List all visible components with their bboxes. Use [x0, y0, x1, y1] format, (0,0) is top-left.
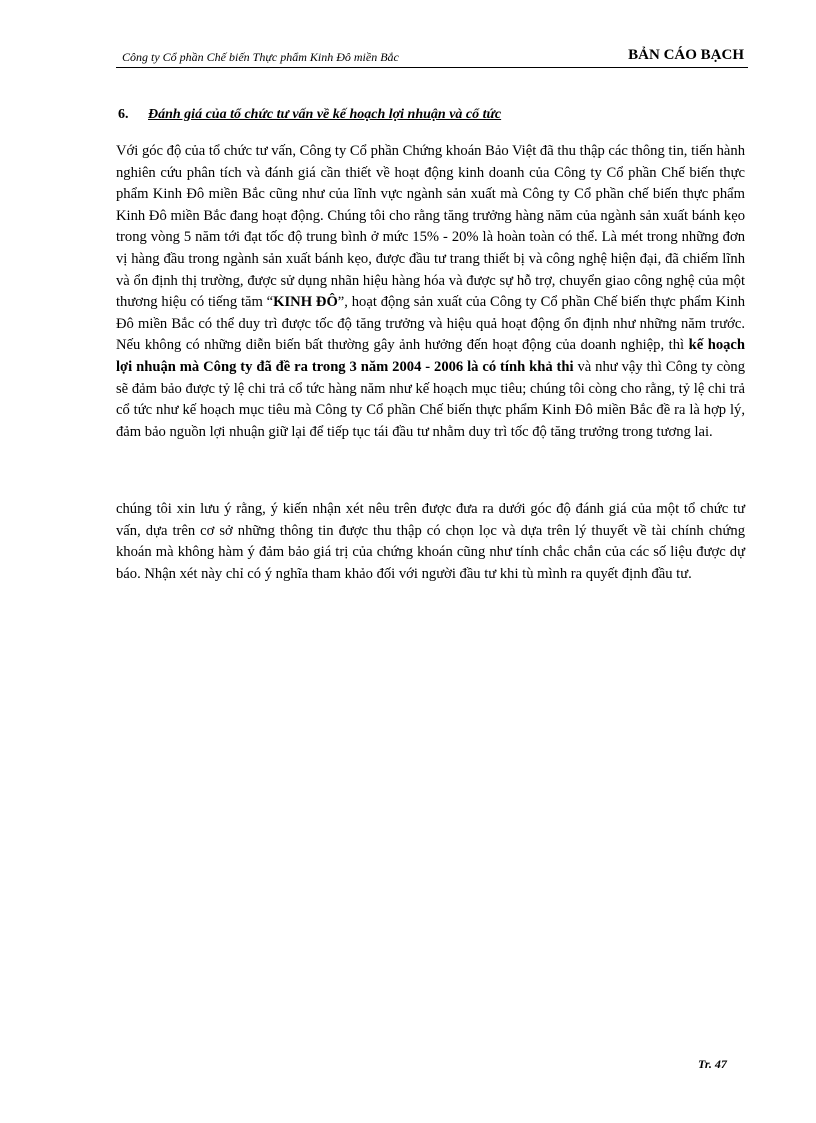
paragraph-text: ”, hoạt động sản xuất của Công ty Cổ phần Chế biến thực phẩm Kinh Đô miền Bắc có thể duy trì được tốc độ tăng trưởng và hiệu quả hoạt động ổn định như những năm trước. Nếu không có những diễn biến bất thường gây ảnh hưởng đến hoạt động của doanh nghiệp, thì	[116, 294, 745, 354]
brand-name: KINH ĐÔ	[273, 294, 338, 311]
paragraph-text: và như vậy thì Công ty còng sẽ đảm bảo được tỷ lệ chi trả cổ tức hàng năm như kế hoạch mục tiêu; chúng tôi còng cho rằng, tỷ lệ chi trả cổ tức như kế hoạch mục tiêu mà Công ty Cổ phần Chế biến thực phẩm Kinh Đô miền Bắc đề ra là hợp lý, đảm bảo nguồn lợi nhuận giữ lại để tiếp tục tái đầu tư nhằm duy trì tốc độ tăng trưởng trong tương lai.	[116, 358, 746, 440]
company-name: Công ty Cổ phần Chế biến Thực phẩm Kinh Đô miền Bắc	[122, 50, 399, 64]
paragraph-text: Với góc độ của tổ chức tư vấn, Công ty Cổ phần Chứng khoán Bảo Việt đã thu thập các thông tin, tiến hành nghiên cứu phân tích và đánh giá cần thiết về hoạt động kinh doanh của Công ty Cổ phần Chế biến thực phẩm Kinh Đô miền Bắc cũng như của lĩnh vực ngành sản xuất mà Công ty Cổ phần chế biến thực phẩm Kinh Đô miền Bắc đang hoạt động. Chúng tôi cho rằng tăng trưởng hàng năm của ngành sản xuất bánh kẹo trong vòng 5 năm tới đạt tốc độ trung bình ở mức 15% - 20% là hoàn toàn có thể. Là mét trong những đơn vị hàng đầu trong ngành sản xuất bánh kẹo, được đầu tư trang thiết bị và công nghệ hiện đại, đã chiếm lĩnh và ổn định thị trường, được sử dụng nhãn hiệu hàng hóa và được sự hỗ trợ, chuyển giao công nghệ của một thương hiệu có tiếng tăm “	[116, 143, 745, 311]
page-header	[116, 47, 748, 68]
document-title: BẢN CÁO BẠCH	[628, 47, 744, 63]
evaluation-paragraph	[116, 141, 745, 443]
page-number: Tr. 47	[698, 1057, 727, 1071]
emphasis-text: kế hoạch lợi nhuận mà Công ty đã đề ra trong 3 năm 2004 - 2006 là có tính khả thi	[116, 337, 746, 375]
section-title: Đánh giá của tổ chức tư vấn về kế hoạch lợi nhuận và cổ tức	[148, 107, 502, 122]
disclaimer-paragraph: chúng tôi xin lưu ý rằng, ý kiến nhận xét nêu trên được đưa ra dưới góc độ đánh giá của một tổ chức tư vấn, dựa trên cơ sở những thông tin được thu thập có chọn lọc và dựa trên lý thuyết về tài chính chứng khoán mà không hàm ý đảm bảo giá trị của chứng khoán cũng như tính chắc chắn của các số liệu được dự báo. Nhận xét này chỉ có ý nghĩa tham khảo đối với người đầu tư khi tù mình ra quyết định đầu tư.	[116, 501, 745, 582]
section-heading	[118, 107, 501, 123]
section-number: 6.	[118, 107, 129, 122]
